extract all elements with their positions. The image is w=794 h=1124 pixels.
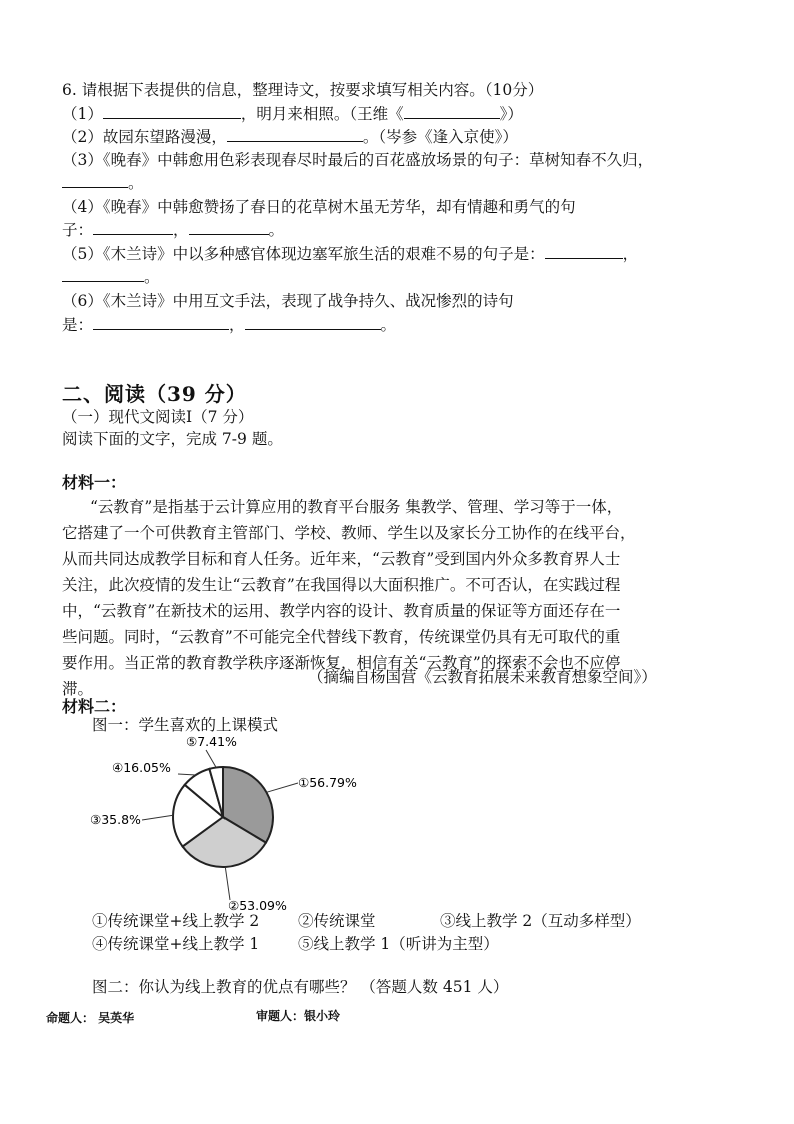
- blank-2[interactable]: [227, 126, 363, 142]
- q6-4-end: 。: [268, 221, 285, 239]
- q6-1-text: ，明月来相照。（王维《: [240, 105, 404, 123]
- blank-1a[interactable]: [103, 103, 241, 119]
- paragraph-line: 中，“云教育”在新技术的运用、教学内容的设计、教育质量的保证等方面还存在一: [62, 602, 621, 620]
- paragraph-line: 滞。: [62, 680, 94, 698]
- pie-label-1: ①56.79%: [298, 775, 357, 790]
- q6-line-5: [62, 243, 638, 265]
- material1-source: （摘编自杨国营《云教育拓展未来教育想象空间》）: [308, 668, 657, 686]
- blank-4a[interactable]: [93, 219, 173, 235]
- q6-4-label: 子：: [62, 221, 94, 239]
- q6-6-comma: ，: [229, 316, 245, 334]
- q6-1-label: （1）: [62, 105, 103, 123]
- legend-5: ⑤线上教学 1（听讲为主型）: [298, 935, 499, 953]
- q6-line-1: [62, 103, 523, 125]
- q6-line-2: [62, 126, 518, 148]
- material2-title: 材料二：: [62, 697, 127, 716]
- pie-leader-line: [142, 815, 173, 820]
- q6-line-5b: [62, 266, 160, 288]
- blank-5a[interactable]: [545, 243, 623, 259]
- pie-chart: [80, 732, 420, 912]
- pie-leader-line: [206, 750, 216, 767]
- material1-title: 材料一：: [62, 473, 127, 492]
- q6-line-6b: [62, 314, 396, 336]
- paragraph-line: 些问题。同时，“云教育”不可能完全代替线下教育，传统课堂仍具有无可取代的重: [62, 628, 621, 646]
- section-instruction: 阅读下面的文字，完成 7-9 题。: [62, 430, 283, 448]
- author: 命题人： 吴英华: [46, 1011, 135, 1025]
- q6-5-text: （5）《木兰诗》中以多种感官体现边塞军旅生活的艰难不易的句子是：: [62, 245, 545, 263]
- q6-2-end: 。（岑参《逢入京使》）: [362, 128, 518, 146]
- blank-6b[interactable]: [245, 314, 381, 330]
- legend-3: ③线上教学 2（互动多样型）: [440, 912, 641, 930]
- blank-4b[interactable]: [189, 219, 269, 235]
- q6-1-end: 》）: [499, 105, 523, 123]
- blank-6a[interactable]: [93, 314, 229, 330]
- paragraph-line: 关注，此次疫情的发生让“云教育”在我国得以大面积推广。不可否认，在实践过程: [62, 576, 621, 594]
- blank-5b[interactable]: [62, 266, 144, 282]
- q6-line-4: （4）《晚春》中韩愈赞扬了春日的花草树木虽无芳华，却有情趣和勇气的句: [62, 198, 576, 216]
- reviewer: 审题人：银小玲: [256, 1009, 341, 1023]
- q6-line-3b: [62, 172, 144, 194]
- paragraph-line: 要作用。当正常的教育教学秩序逐渐恢复，相信有关“云教育”的探索不会也不应停: [62, 654, 621, 672]
- blank-1b[interactable]: [404, 103, 500, 119]
- q6-line-6: （6）《木兰诗》中用互文手法，表现了战争持久、战况惨烈的诗句: [62, 292, 514, 310]
- q6-6-end: 。: [380, 316, 397, 334]
- pie-label-4: ④16.05%: [112, 760, 171, 775]
- q6-4-comma: ，: [173, 221, 189, 239]
- pie-leader-line: [178, 774, 196, 775]
- figure2-title: 图二：你认为线上教育的优点有哪些？ （答题人数 451 人）: [92, 978, 509, 996]
- q6-5-comma: ，: [622, 245, 639, 263]
- legend-1: ①传统课堂+线上教学 2: [92, 912, 260, 930]
- q6-6-label: 是：: [62, 316, 94, 334]
- q6-prompt: 6. 请根据下表提供的信息，整理诗文，按要求填写相关内容。（10分）: [62, 81, 544, 99]
- paragraph-line: “云教育”是指基于云计算应用的教育平台服务 集教学、管理、学习等于一体，: [90, 498, 623, 516]
- pie-label-3: ③35.8%: [90, 812, 141, 827]
- pie-label-2: ②53.09%: [228, 898, 287, 912]
- q6-2-text: （2）故园东望路漫漫，: [62, 128, 227, 146]
- q6-line-4b: [62, 219, 284, 241]
- q6-5-end: 。: [144, 268, 160, 286]
- figure1-title: 图一：学生喜欢的上课模式: [92, 716, 279, 734]
- section-title: 二、阅读（39 分）: [62, 382, 247, 406]
- q6-3-end: 。: [128, 174, 144, 192]
- blank-3[interactable]: [62, 172, 128, 188]
- legend-4: ④传统课堂+线上教学 1: [92, 935, 260, 953]
- pie-label-5: ⑤7.41%: [186, 734, 237, 749]
- paragraph-line: 它搭建了一个可供教育主管部门、学校、教师、学生以及家长分工协作的在线平台，: [62, 524, 636, 542]
- pie-leader-line: [225, 867, 230, 900]
- paragraph-line: 从而共同达成教学目标和育人任务。近年来，“云教育”受到国内外众多教育界人士: [62, 550, 621, 568]
- q6-line-3: （3）《晚春》中韩愈用色彩表现春尽时最后的百花盛放场景的句子：草树知春不久归，: [62, 151, 654, 169]
- pie-leader-line: [266, 783, 298, 792]
- section-subtitle: （一）现代文阅读Ⅰ（7 分）: [62, 408, 254, 426]
- legend-2: ②传统课堂: [298, 912, 376, 930]
